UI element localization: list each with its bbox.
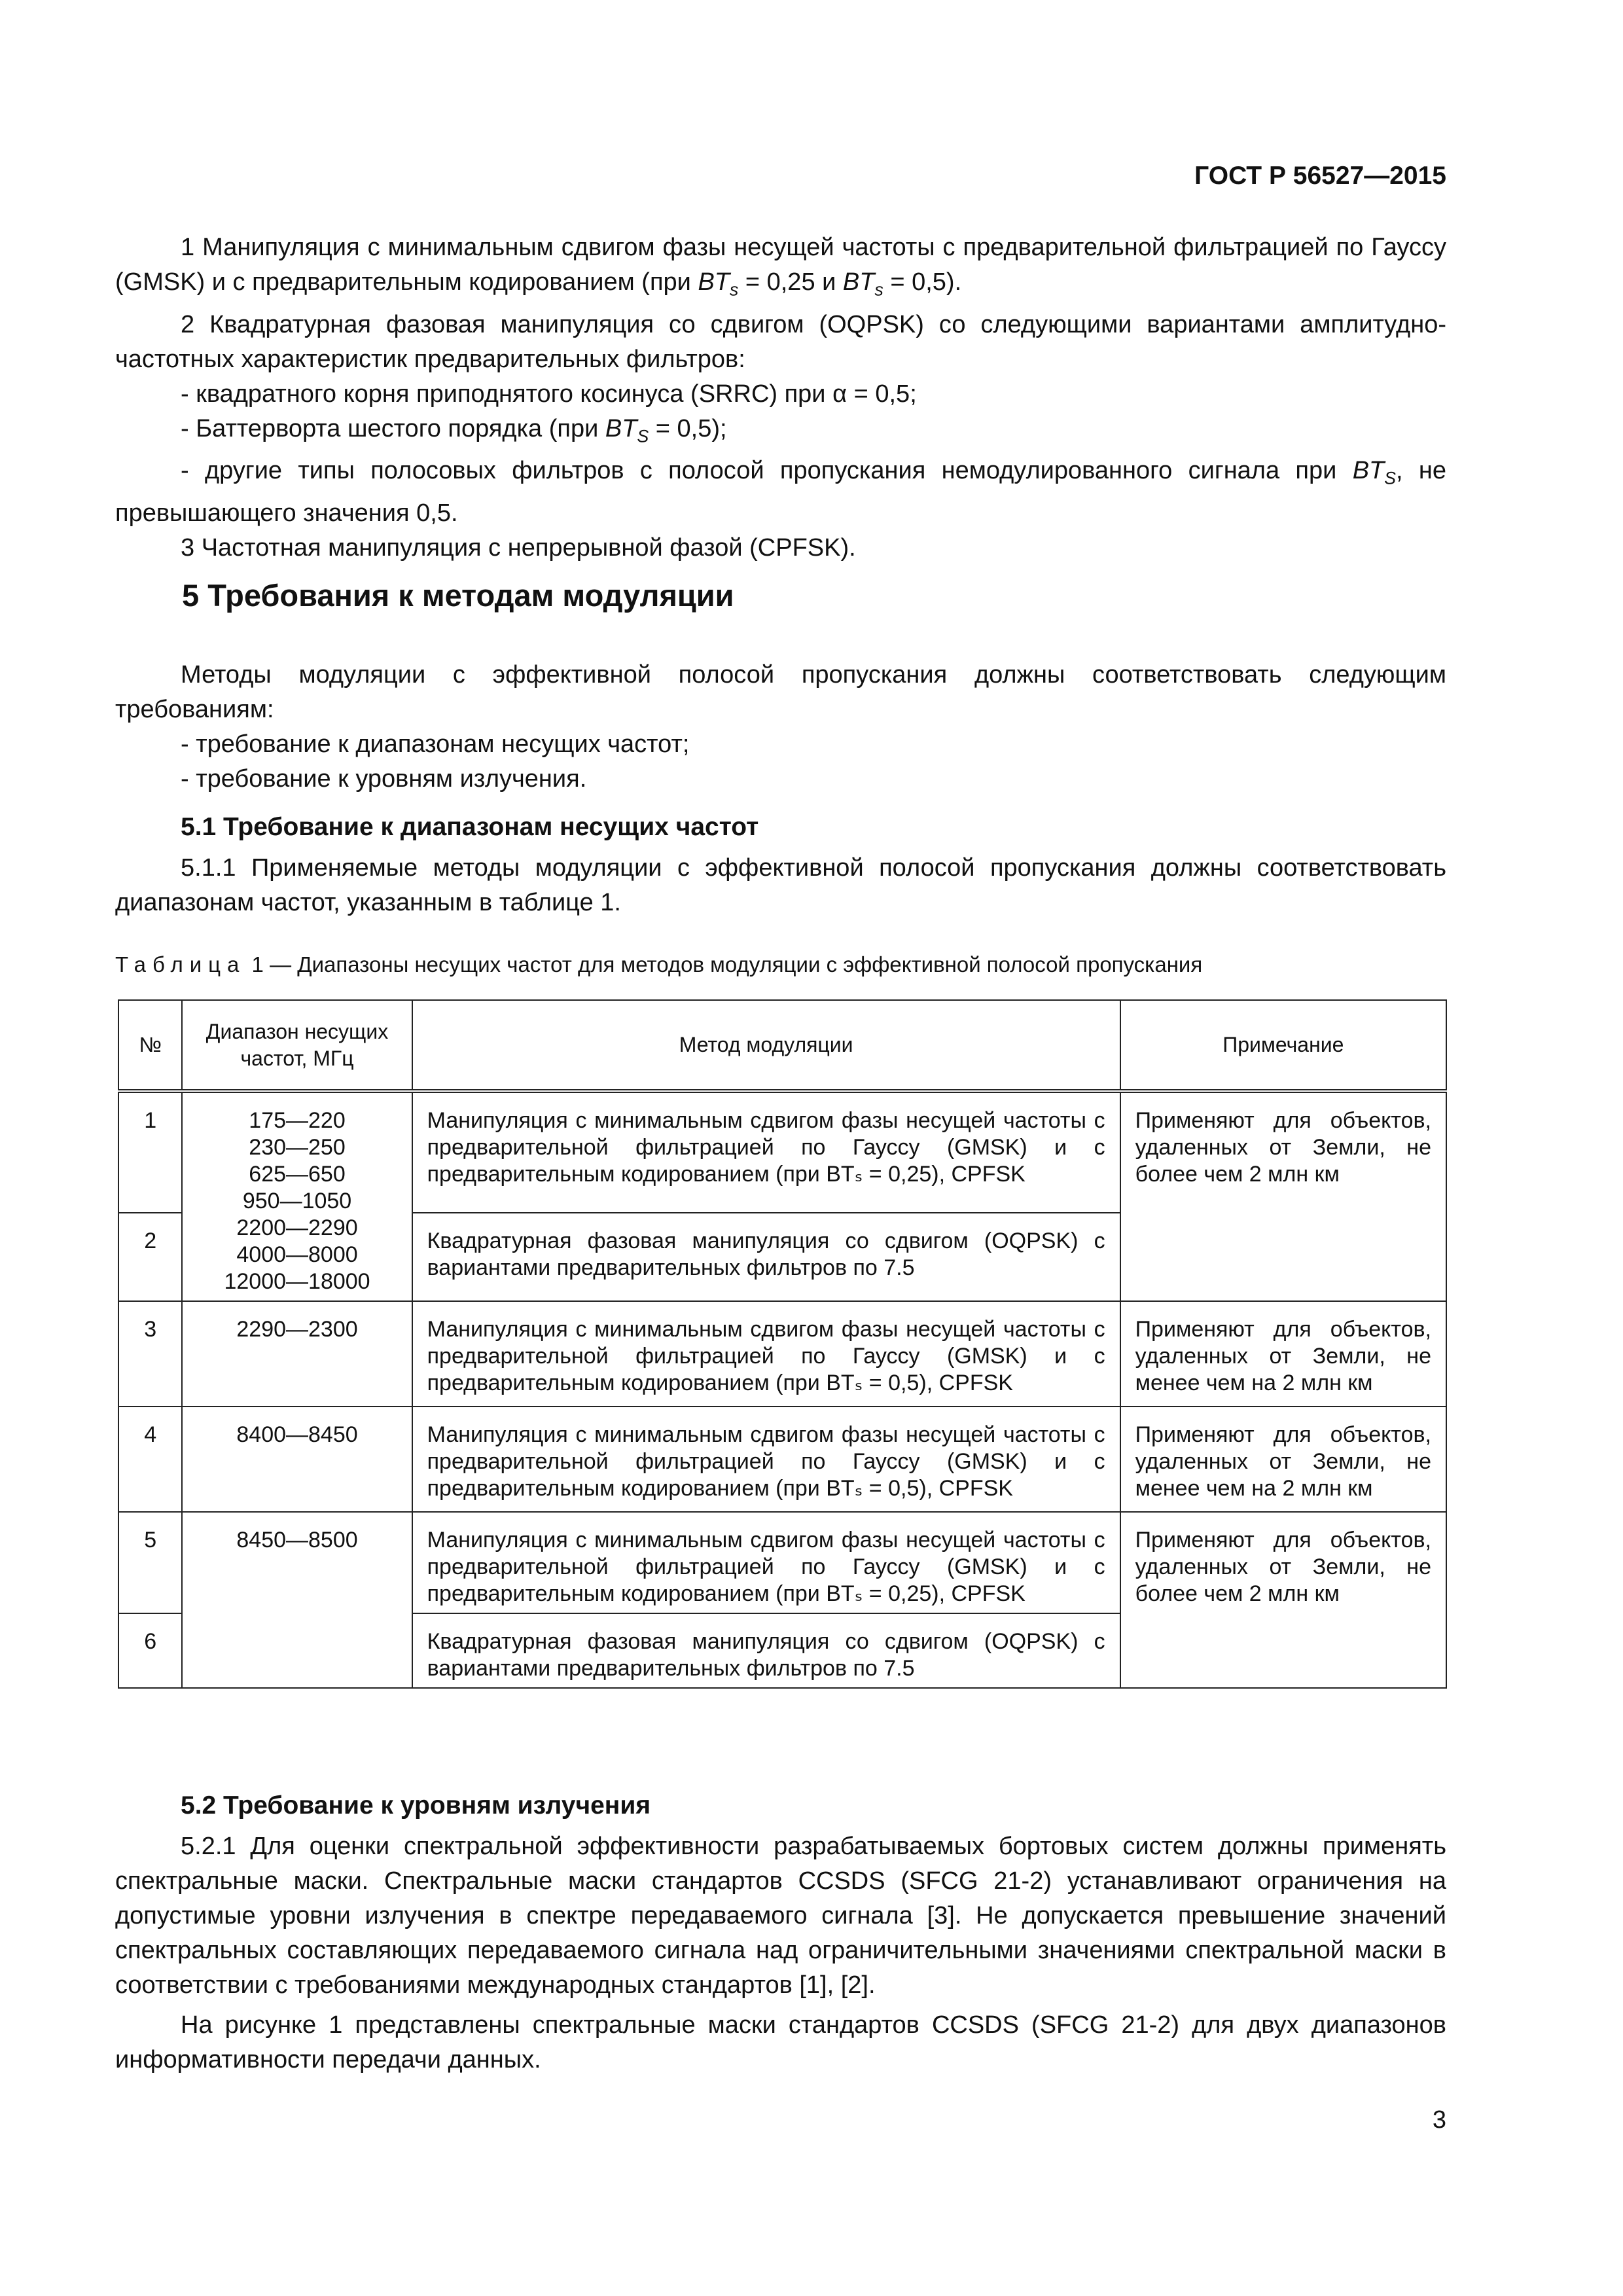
range-value: 950—1050 [242, 1189, 352, 1213]
intro-item-1: 1 Манипуляция с минимальным сдвигом фазы несущей частоты с предварительной фильтрацией по Гауссу (GMSK) и с предварительным кодированием (при $BT_s = 0,25$ и $BT_s = 0,5$). [115, 234, 1446, 300]
range-value: 230—250 [249, 1135, 346, 1160]
frequency-table [118, 999, 1447, 1689]
section-5-1-1-para: 5.1.1 Применяемые методы модуляции с эффективной полосой пропускания должны соответствовать диапазонам частот, указанным в таблице 1. [115, 854, 1446, 916]
row-num: 6 [118, 1613, 182, 1688]
row-range: 8450—8500 [182, 1512, 412, 1688]
section-5-2-block [115, 1788, 1446, 2077]
intro-dash-3: - другие типы полосовых фильтров с полосой пропускания немодулированного сигнала при $BT_S$, не превышающего значения 0,5. [115, 457, 1446, 527]
header-method: Метод модуляции [412, 1000, 1120, 1091]
row-num: 4 [118, 1407, 182, 1512]
row-range: 2290—2300 [182, 1301, 412, 1407]
section-5-2-1-para: 5.2.1 Для оценки спектральной эффективности разрабатываемых бортовых систем должны применять спектральные маски. Спектральные маски стандартов CCSDS (SFCG 21-2) устанавливают ограничения на допустимые уровни излучения в спектре передаваемого сигнала [3]. Не допускается превышение значений спектральных составляющих передаваемого сигнала над ограничительными значениями спектральной маски в соответствии с требованиями международных стандартов [1], [2]. [115, 1833, 1446, 1999]
section-5-heading: 5 Требования к методам модуляции [182, 578, 734, 613]
intro-block [115, 230, 1446, 565]
page-number: 3 [1432, 2106, 1446, 2134]
range-value: 4000—8000 [236, 1242, 358, 1267]
table-row [118, 1301, 1446, 1407]
range-group-1 [182, 1091, 412, 1301]
row-num: 5 [118, 1512, 182, 1613]
row-num: 1 [118, 1091, 182, 1213]
row-method: Манипуляция с минимальным сдвигом фазы несущей частоты с предварительной фильтрацией по Гауссу (GMSK) и с предварительным кодированием (при BTₛ = 0,5), CPFSK [412, 1301, 1120, 1407]
table-row [118, 1512, 1446, 1613]
section-5-block [115, 658, 1446, 920]
req-item-1: - требование к диапазонам несущих частот; [181, 730, 690, 758]
row-note: Применяют для объектов, удаленных от Земли, не менее чем на 2 млн км [1120, 1407, 1446, 1512]
standard-id: ГОСТ Р 56527—2015 [1194, 162, 1446, 190]
header-note: Примечание [1120, 1000, 1446, 1091]
req-item-2: - требование к уровням излучения. [181, 765, 587, 793]
row-num: 2 [118, 1213, 182, 1301]
range-value: 12000—18000 [224, 1269, 370, 1294]
row-method: Квадратурная фазовая манипуляция со сдвигом (OQPSK) с вариантами предварительных фильтров по 7.5 [412, 1613, 1120, 1688]
intro-dash-2: - Баттерворта шестого порядка (при $BT_S = 0,5$); [181, 414, 727, 446]
table-caption: Таблица 1 — Диапазоны несущих частот для методов модуляции с эффективной полосой пропускания [115, 952, 1203, 977]
header-num: № [118, 1000, 182, 1091]
section-5-1-heading: 5.1 Требование к диапазонам несущих частот [181, 813, 759, 841]
row-note: Применяют для объектов, удаленных от Земли, не менее чем на 2 млн км [1120, 1301, 1446, 1407]
table-header-row [118, 1000, 1446, 1091]
row-note: Применяют для объектов, удаленных от Земли, не более чем 2 млн км [1120, 1091, 1446, 1301]
row-note: Применяют для объектов, удаленных от Земли, не более чем 2 млн км [1120, 1512, 1446, 1688]
range-value: 175—220 [249, 1108, 346, 1133]
row-range: 8400—8450 [182, 1407, 412, 1512]
section-5-para: Методы модуляции с эффективной полосой пропускания должны соответствовать следующим требованиям: [115, 661, 1446, 723]
intro-dash-1: - квадратного корня приподнятого косинуса (SRRC) при α = 0,5; [181, 380, 917, 408]
row-num: 3 [118, 1301, 182, 1407]
range-value: 625—650 [249, 1162, 346, 1187]
row-method: Манипуляция с минимальным сдвигом фазы несущей частоты с предварительной фильтрацией по Гауссу (GMSK) и с предварительным кодированием (при BTₛ = 0,25), CPFSK [412, 1091, 1120, 1213]
header-range: Диапазон несущих частот, МГц [182, 1000, 412, 1091]
row-method: Манипуляция с минимальным сдвигом фазы несущей частоты с предварительной фильтрацией по Гауссу (GMSK) и с предварительным кодированием (при BTₛ = 0,25), CPFSK [412, 1512, 1120, 1613]
intro-item-3: 3 Частотная манипуляция с непрерывной фазой (CPFSK). [181, 533, 856, 562]
section-5-2-para-2: На рисунке 1 представлены спектральные маски стандартов CCSDS (SFCG 21-2) для двух диапазонов информативности передачи данных. [115, 2011, 1446, 2073]
section-5-2-heading: 5.2 Требование к уровням излучения [181, 1791, 651, 1820]
table-row [118, 1091, 1446, 1213]
table-row [118, 1407, 1446, 1512]
intro-item-2: 2 Квадратурная фазовая манипуляция со сдвигом (OQPSK) со следующими вариантами амплитудно-частотных характеристик предварительных фильтров: [115, 310, 1446, 373]
row-method: Манипуляция с минимальным сдвигом фазы несущей частоты с предварительной фильтрацией по Гауссу (GMSK) и с предварительным кодированием (при BTₛ = 0,5), CPFSK [412, 1407, 1120, 1512]
row-method: Квадратурная фазовая манипуляция со сдвигом (OQPSK) с вариантами предварительных фильтров по 7.5 [412, 1213, 1120, 1301]
range-value: 2200—2290 [236, 1215, 358, 1240]
